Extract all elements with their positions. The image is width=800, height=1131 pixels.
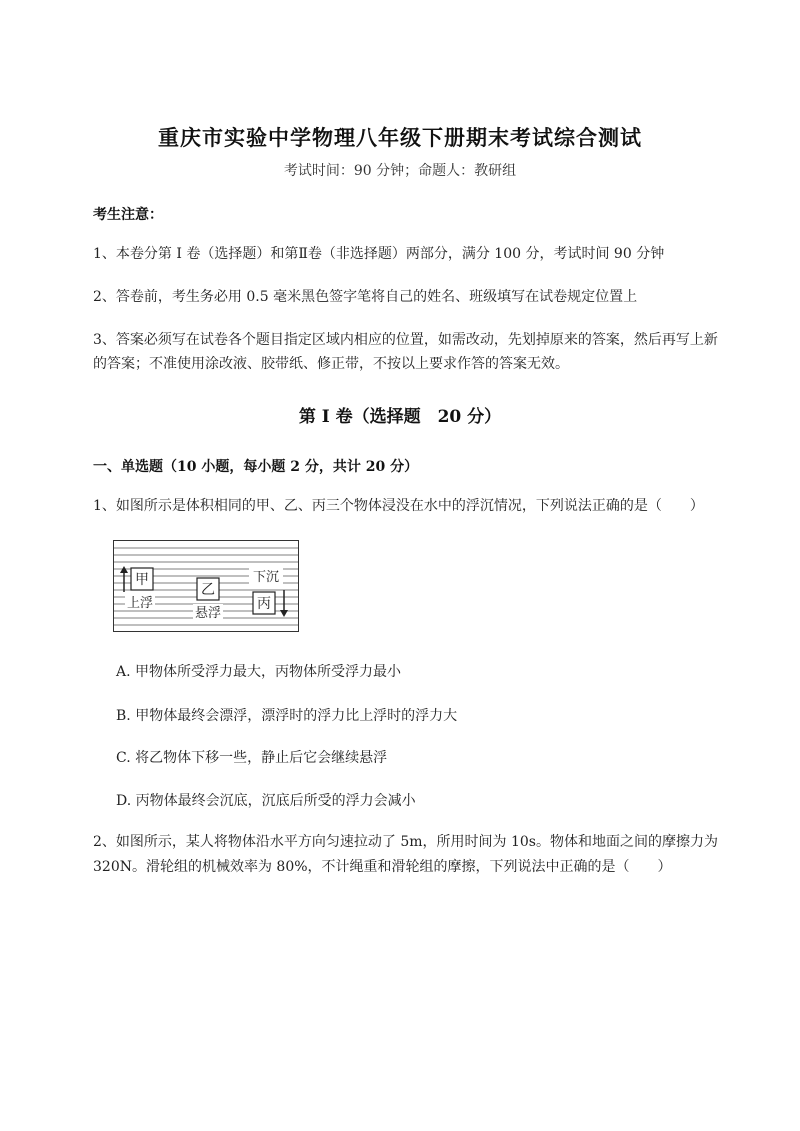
object-a-label: 甲 xyxy=(135,572,149,588)
page-title: 重庆市实验中学物理八年级下册期末考试综合测试 xyxy=(158,125,642,150)
notice-heading: 考生注意： xyxy=(93,207,163,223)
option-d[interactable]: D. 丙物体最终会沉底，沉底后所受的浮力会减小 xyxy=(116,793,416,809)
object-b-label: 乙 xyxy=(201,582,215,598)
notice-item-1: 1、本卷分第 I 卷（选择题）和第Ⅱ卷（非选择题）两部分，满分 100 分，考试时间 90 分钟 xyxy=(93,246,665,262)
question-2-stem-cont: 320N。滑轮组的机械效率为 80%，不计绳重和滑轮组的摩擦，下列说法中正确的是（ ） xyxy=(93,859,672,875)
buoyancy-figure xyxy=(113,540,299,632)
part-heading: 一、单选题（10 小题，每小题 2 分，共计 20 分） xyxy=(93,459,419,475)
option-a[interactable]: A. 甲物体所受浮力最大，丙物体所受浮力最小 xyxy=(116,664,402,680)
question-2-stem: 2、如图所示，某人将物体沿水平方向匀速拉动了 5m，所用时间为 10s。物体和地面之间的摩擦力为 xyxy=(93,834,718,850)
notice-item-2: 2、答卷前，考生务必用 0.5 毫米黑色签字笔将自己的姓名、班级填写在试卷规定位置上 xyxy=(93,289,638,305)
notice-item-3-cont: 的答案；不准使用涂改液、胶带纸、修正带，不按以上要求作答的答案无效。 xyxy=(93,356,569,372)
question-1-stem: 1、如图所示是体积相同的甲、乙、丙三个物体浸没在水中的浮沉情况，下列说法正确的是（ ） xyxy=(93,498,704,514)
option-b[interactable]: B. 甲物体最终会漂浮，漂浮时的浮力比上浮时的浮力大 xyxy=(116,708,458,724)
object-c-label: 丙 xyxy=(257,596,271,612)
section-title: 第 I 卷（选择题 20 分） xyxy=(298,407,502,427)
notice-item-3: 3、答案必须写在试卷各个题目指定区域内相应的位置，如需改动，先划掉原来的答案，然后再写上新 xyxy=(93,332,718,348)
exam-info: 考试时间：90 分钟；命题人：教研组 xyxy=(283,163,517,179)
option-c[interactable]: C. 将乙物体下移一些，静止后它会继续悬浮 xyxy=(116,750,388,766)
rise-label: 上浮 xyxy=(126,596,154,611)
sink-label: 下沉 xyxy=(252,570,280,585)
suspend-label: 悬浮 xyxy=(194,606,222,621)
